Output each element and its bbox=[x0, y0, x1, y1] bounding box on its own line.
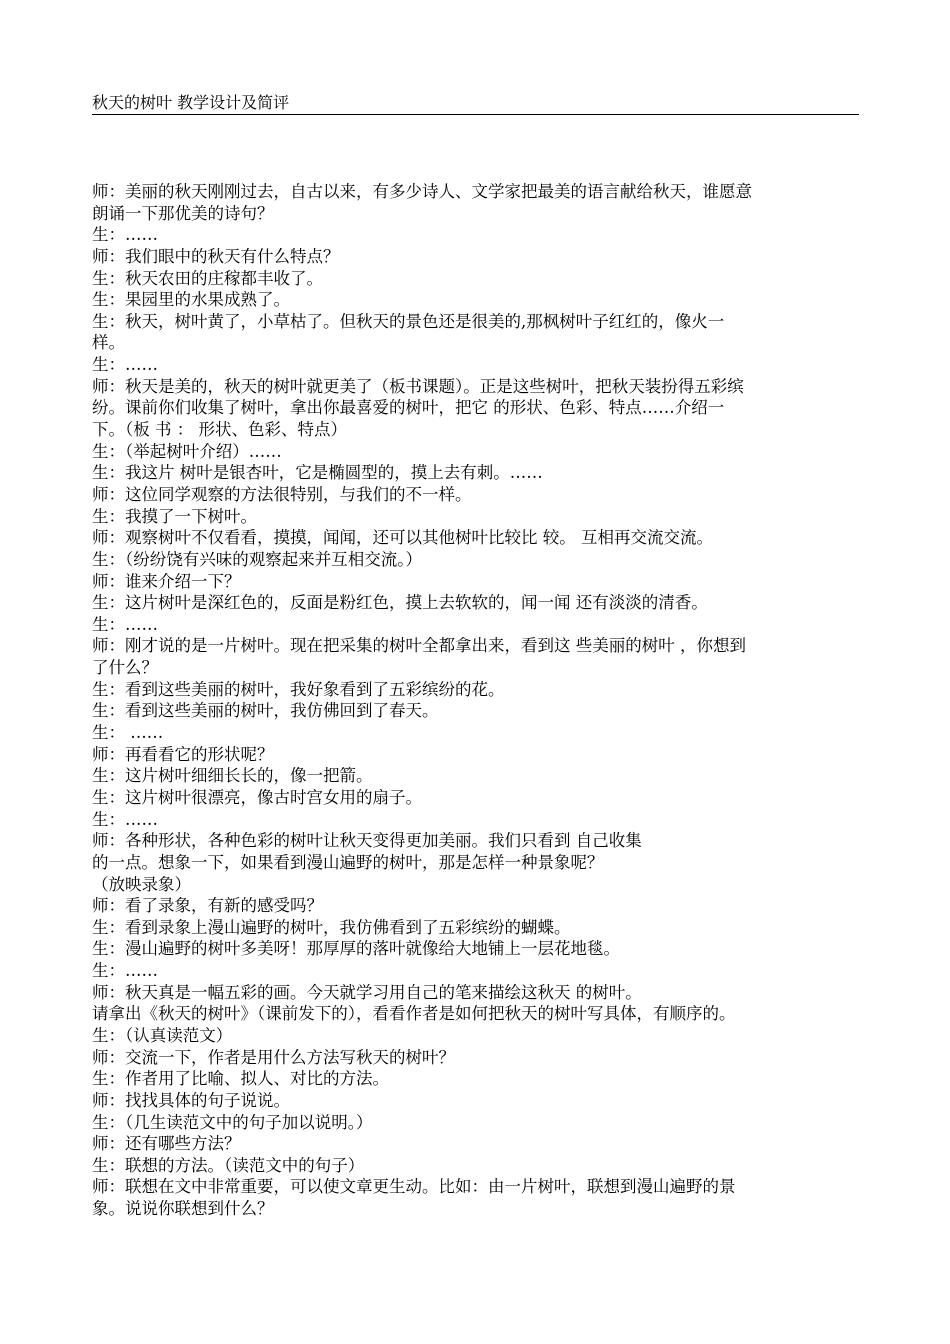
text-line: 生：作者用了比喻、拟人、对比的方法。 bbox=[92, 1069, 389, 1089]
text-line: 生：我这片 树叶是银杏叶，它是椭圆型的，摸上去有刺。…… bbox=[92, 463, 543, 483]
text-line: 生：（举起树叶介绍）…… bbox=[92, 441, 282, 461]
text-line: 师：观察树叶不仅看看，摸摸，闻闻，还可以其他树叶比较比 较。 互相再交流交流。 bbox=[92, 528, 713, 548]
text-line: 生：…… bbox=[92, 614, 158, 634]
text-line: 生：…… bbox=[92, 809, 158, 829]
text-line: 师：秋天真是一幅五彩的画。今天就学习用自己的笔来描绘这秋天 的树叶。 bbox=[92, 982, 642, 1002]
text-line: 生：漫山遍野的树叶多美呀！那厚厚的落叶就像给大地铺上一层花地毯。 bbox=[92, 939, 620, 959]
text-line: 生：秋天，树叶黄了，小草枯了。但秋天的景色还是很美的,那枫树叶子红红的，像火一 bbox=[92, 311, 725, 331]
text-line: 师：刚才说的是一片树叶。现在把采集的树叶全都拿出来，看到这 些美丽的树叶 ，你想到 bbox=[92, 636, 746, 656]
text-line: 生：看到这些美丽的树叶，我好象看到了五彩缤纷的花。 bbox=[92, 679, 505, 699]
text-line: 师：美丽的秋天刚刚过去，自古以来，有多少诗人、文学家把最美的语言献给秋天，谁愿意 bbox=[92, 182, 752, 201]
text-line: 生：这片树叶细细长长的，像一把箭。 bbox=[92, 766, 373, 786]
header-title: 秋天的树叶 教学设计及简评 bbox=[92, 93, 290, 112]
text-line: 生：（纷纷饶有兴味的观察起来并互相交流。） bbox=[92, 549, 422, 569]
text-line: 生：这片树叶是深红色的，反面是粉红色，摸上去软软的，闻一闻 还有淡淡的清香。 bbox=[92, 593, 708, 613]
text-line: 了什么？ bbox=[92, 658, 158, 678]
text-line: 生：看到这些美丽的树叶，我仿佛回到了春天。 bbox=[92, 701, 439, 721]
page-header bbox=[92, 92, 859, 115]
text-line: 象。说说你联想到什么？ bbox=[92, 1199, 274, 1219]
text-line: 生：这片树叶很漂亮，像古时宫女用的扇子。 bbox=[92, 787, 422, 807]
text-line: 师：这位同学观察的方法很特别，与我们的不一样。 bbox=[92, 484, 472, 504]
text-line: （放映录象） bbox=[92, 874, 191, 894]
document-body bbox=[92, 181, 860, 1220]
text-line: 生：…… bbox=[92, 961, 158, 981]
text-line: 生：联想的方法。（读范文中的句子） bbox=[92, 1155, 365, 1175]
text-line: 师：联想在文中非常重要，可以使文章更生动。比如：由一片树叶，联想到漫山遍野的景 bbox=[92, 1177, 736, 1197]
text-line: 生：秋天农田的庄稼都丰收了。 bbox=[92, 268, 323, 288]
text-line: 师：我们眼中的秋天有什么特点？ bbox=[92, 246, 340, 266]
text-line: 师：还有哪些方法？ bbox=[92, 1134, 241, 1154]
text-line: 朗诵一下那优美的诗句？ bbox=[92, 203, 274, 223]
text-line: 师：谁来介绍一下？ bbox=[92, 571, 241, 591]
text-line: 师：秋天是美的，秋天的树叶就更美了（板书课题）。正是这些树叶，把秋天装扮得五彩缤 bbox=[92, 376, 744, 396]
text-line: 师：各种形状，各种色彩的树叶让秋天变得更加美丽。我们只看到 自己收集 bbox=[92, 831, 642, 851]
text-line: 生：（几生读范文中的句子加以说明。） bbox=[92, 1112, 373, 1132]
text-line: 生：我摸了一下树叶。 bbox=[92, 506, 257, 526]
text-line: 生： …… bbox=[92, 723, 164, 743]
text-line: 生：（认真读范文） bbox=[92, 1025, 233, 1045]
text-line: 样。 bbox=[92, 333, 125, 353]
text-line: 师：再看看它的形状呢？ bbox=[92, 744, 274, 764]
text-line: 师：交流一下，作者是用什么方法写秋天的树叶？ bbox=[92, 1047, 455, 1067]
text-line: 纷。课前你们收集了树叶，拿出你最喜爱的树叶，把它 的形状、色彩、特点……介绍一 bbox=[92, 398, 725, 418]
text-line: 生：…… bbox=[92, 355, 158, 375]
text-line: 生：果园里的水果成熟了。 bbox=[92, 290, 290, 310]
text-line: 下。（板 书 ： 形状、色彩、特点） bbox=[92, 420, 347, 440]
text-line: 请拿出《秋天的树叶》（课前发下的），看看作者是如何把秋天的树叶写具体，有顺序的。 bbox=[92, 1004, 736, 1024]
text-line: 生：看到录象上漫山遍野的树叶，我仿佛看到了五彩缤纷的蝴蝶。 bbox=[92, 917, 571, 937]
text-line: 的一点。想象一下，如果看到漫山遍野的树叶，那是怎样一种景象呢？ bbox=[92, 852, 604, 872]
text-line: 生：…… bbox=[92, 225, 158, 245]
text-line: 师：看了录象，有新的感受吗？ bbox=[92, 896, 323, 916]
text-line: 师：找找具体的句子说说。 bbox=[92, 1090, 290, 1110]
